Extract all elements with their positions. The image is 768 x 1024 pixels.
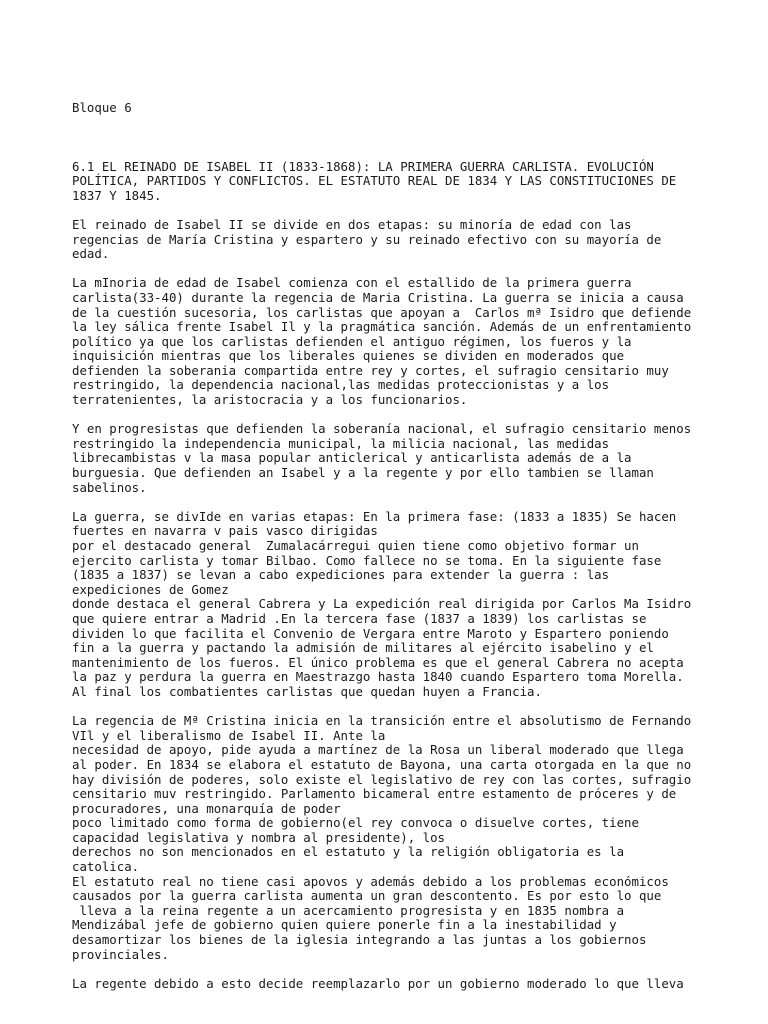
paragraph-line: (1835 a 1837) se levan a cabo expediciones para extender la guerra : las	[72, 567, 610, 583]
paragraph-line: procuradores, una monarquía de poder	[72, 800, 341, 816]
paragraph-line: derechos no son mencionados en el estatuto y la religión obligatoria es la	[72, 844, 625, 860]
paragraph-line: dividen lo que facilita el Convenio de Vergara entre Maroto y Espartero poniendo	[72, 625, 669, 641]
paragraph	[72, 422, 732, 495]
heading-line: 1837 Y 1845.	[72, 187, 162, 203]
paragraph-line: La guerra, se divIde en varias etapas: En la primera fase: (1833 a 1835) Se hacen	[72, 508, 677, 524]
paragraph-line: necesidad de apoyo, pide ayuda a martínez de la Rosa un liberal moderado que llega	[72, 742, 684, 758]
paragraph-line: político ya que los carlistas defienden el antiguo régimen, los fueros y la	[72, 333, 632, 349]
paragraph-line: causados por la guerra carlista aumenta un gran descontento. Es por esto lo que	[72, 888, 662, 904]
paragraph-line: inquisición mientras que los liberales quienes se dividen en moderados que	[72, 348, 625, 364]
paragraph-line: VIl y el liberalismo de Isabel II. Ante la	[72, 727, 386, 743]
paragraph-line: terratenientes, la aristocracia y a los funcionarios.	[72, 392, 468, 408]
paragraph-line: edad.	[72, 246, 110, 262]
paragraph-line: mantenimiento de los fueros. El único problema es que el general Cabrera no acepta	[72, 654, 684, 670]
paragraph-line: que quiere entrar a Madrid .En la tercera fase (1837 a 1839) los carlistas se	[72, 610, 647, 626]
paragraph-line: capacidad legislativa y nombra al presidente), los	[72, 829, 445, 845]
paragraph-line: de la cuestión sucesoria, los carlistas que apoyan a Carlos mª Isidro que defiende	[72, 304, 692, 320]
paragraph-line: desamortizar los bienes de la iglesia integrando a las juntas a los gobiernos	[72, 932, 647, 948]
paragraph-line: la ley sálica frente Isabel Il y la pragmática sanción. Además de un enfrentamiento	[72, 319, 692, 335]
paragraph	[72, 977, 732, 992]
paragraph-line: La mInoria de edad de Isabel comienza con el estallido de la primera guerra	[72, 275, 632, 291]
paragraph-line: librecambistas v la masa popular anticlerical y anticarlista además de a la	[72, 450, 632, 466]
paragraph-line: expediciones de Gomez	[72, 581, 229, 597]
paragraph-line: al poder. En 1834 se elabora el estatuto de Bayona, una carta otorgada en la que no	[72, 756, 692, 772]
paragraph-line: La regencia de Mª Cristina inicia en la transición entre el absolutismo de Fernando	[72, 713, 692, 729]
body-text	[72, 218, 732, 991]
paragraph-line: El reinado de Isabel II se divide en dos etapas: su minoría de edad con las	[72, 216, 632, 232]
paragraph	[72, 218, 732, 262]
paragraph-line: sabelinos.	[72, 479, 147, 495]
paragraph-line: Al final los combatientes carlistas que quedan huyen a Francia.	[72, 683, 542, 699]
paragraph-line: Mendizábal jefe de gobierno quien quiere ponerle fin a la inestabilidad y	[72, 917, 617, 933]
paragraph-line: La regente debido a esto decide reemplazarlo por un gobierno moderado lo que lleva	[72, 975, 684, 991]
paragraph-line: por el destacado general Zumalacárregui quien tiene como objetivo formar un	[72, 538, 639, 553]
paragraph	[72, 510, 732, 700]
paragraph	[72, 714, 732, 962]
block-label-text: Bloque 6	[72, 100, 132, 116]
paragraph-line: regencias de María Cristina y espartero y su reinado efectivo con su mayoría de	[72, 231, 662, 247]
paragraph-line: restringido la independencia municipal, la milicia nacional, las medidas	[72, 435, 610, 451]
block-label	[72, 72, 732, 145]
paragraph-line: restringido, la dependencia nacional,las medidas proteccionistas y a los	[72, 377, 610, 393]
paragraph-line: carlista(33-40) durante la regencia de Maria Cristina. La guerra se inicia a causa	[72, 289, 684, 305]
paragraph-line: lleva a la reina regente a un acercamiento progresista y en 1835 nombra a	[72, 902, 625, 918]
paragraph-line: la paz y perdura la guerra en Maestrazgo hasta 1840 cuando Espartero toma Morella.	[72, 669, 684, 685]
paragraph-line: provinciales.	[72, 946, 169, 962]
paragraph-line: defienden la soberania compartida entre rey y cortes, el sufragio censitario muy	[72, 362, 669, 378]
paragraph	[72, 276, 732, 407]
paragraph-line: poco limitado como forma de gobierno(el rey convoca o disuelve cortes, tiene	[72, 815, 639, 831]
paragraph-line: donde destaca el general Cabrera y La expedición real dirigida por Carlos Ma Isidro	[72, 596, 692, 612]
section-heading	[72, 160, 732, 204]
paragraph-line: burguesia. Que defienden an Isabel y a la regente y por ello tambien se llaman	[72, 465, 654, 481]
paragraph-line: hay división de poderes, solo existe el legislativo de rey con las cortes, sufragio	[72, 771, 692, 787]
paragraph-line: catolica.	[72, 859, 140, 875]
paragraph-line: ejercito carlista y tomar Bilbao. Como fallece no se toma. En la siguiente fase	[72, 552, 662, 568]
paragraph-line: censitario muv restringido. Parlamento bicameral entre estamento de próceres y de	[72, 786, 677, 802]
heading-line: 6.1 EL REINADO DE ISABEL II (1833-1868): LA PRIMERA GUERRA CARLISTA. EVOLUCIÓN	[72, 158, 654, 174]
heading-line: POLÍTICA, PARTIDOS Y CONFLICTOS. EL ESTATUTO REAL DE 1834 Y LAS CONSTITUCIONES DE	[72, 173, 677, 189]
paragraph-line: fuertes en navarra v pais vasco dirigidas	[72, 523, 378, 539]
document-page	[72, 72, 732, 991]
paragraph-line: El estatuto real no tiene casi apovos y además debido a los problemas económicos	[72, 873, 669, 889]
paragraph-line: Y en progresistas que defienden la soberanía nacional, el sufragio censitario menos	[72, 421, 692, 437]
paragraph-line: fin a la guerra y pactando la admisión de militares al ejército isabelino y el	[72, 640, 654, 656]
